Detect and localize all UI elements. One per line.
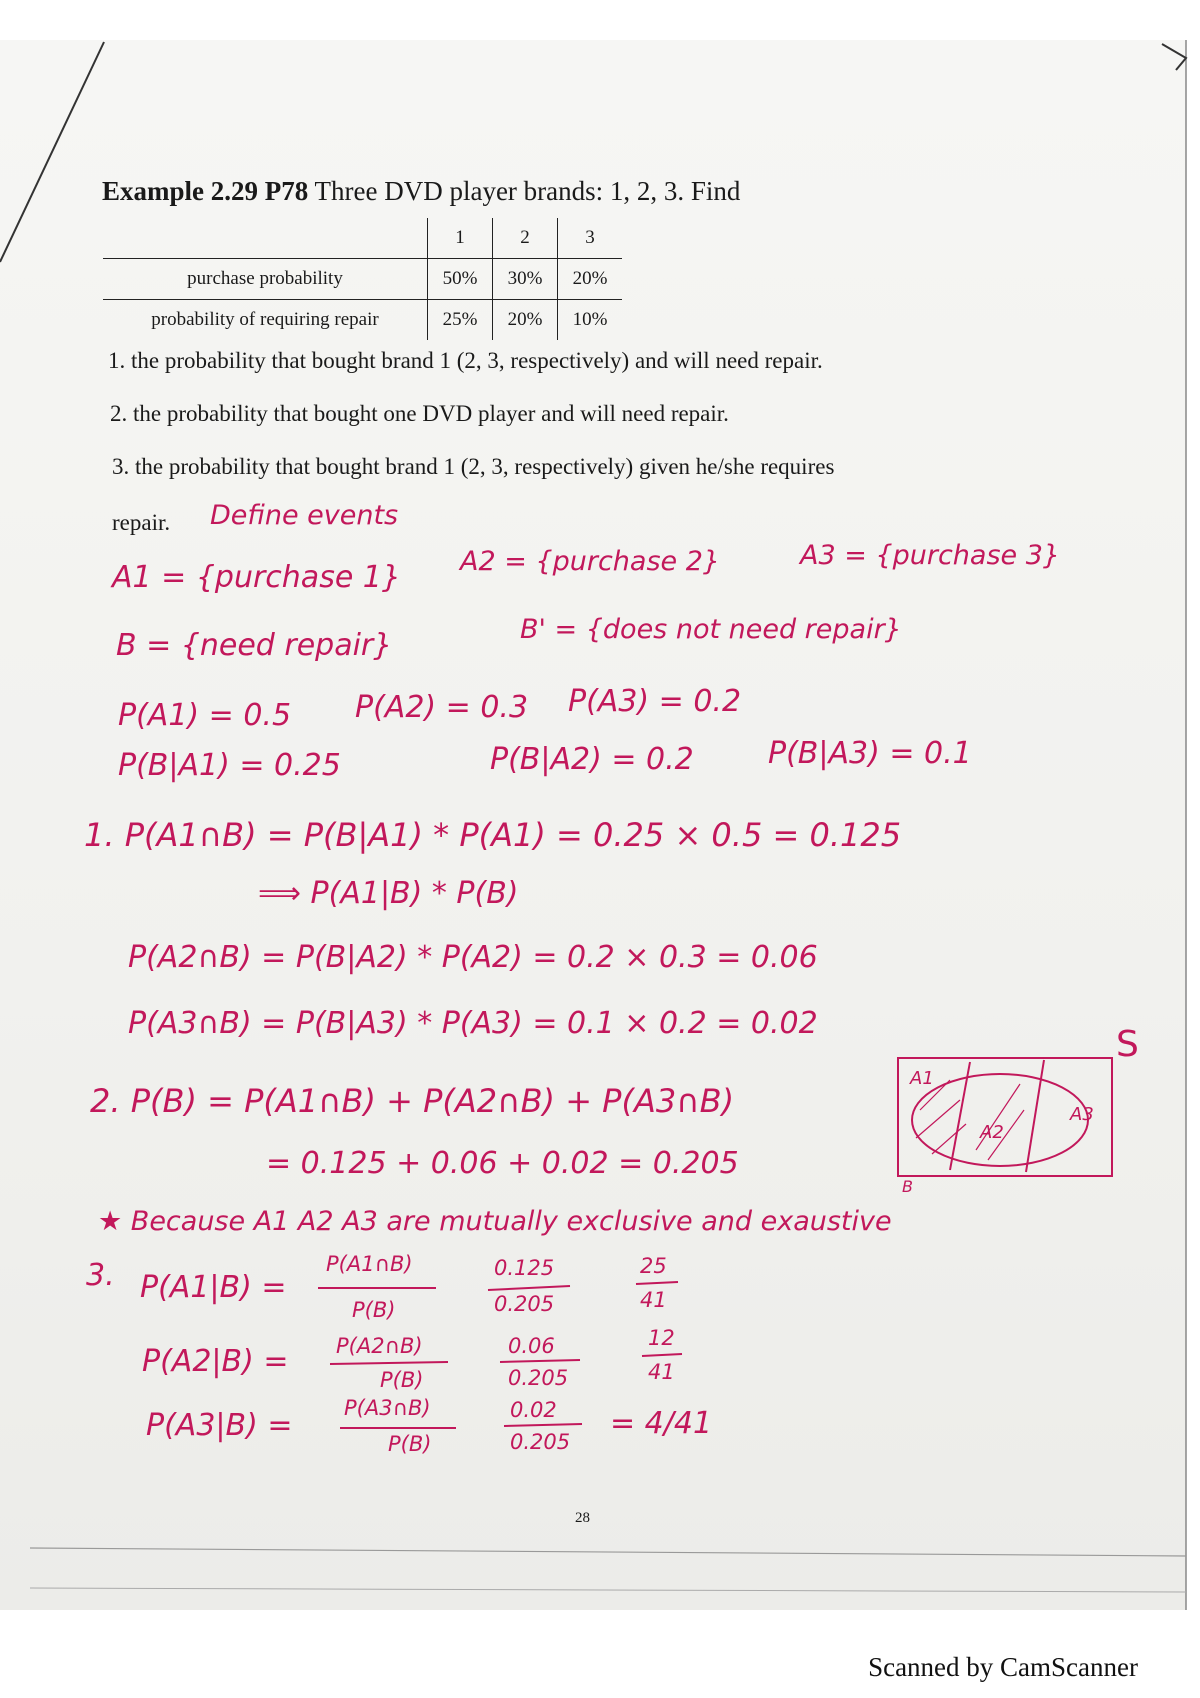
event-a3: A3 = {purchase 3} [800, 540, 1061, 571]
solution-3b-result-num: 12 [648, 1326, 675, 1350]
question-3: 3. the probability that bought brand 1 (2, 3, respectively) given he/she requires [112, 454, 835, 479]
header-brand-1: 1 [428, 218, 493, 259]
solution-3c-formula-num: P(A3∩B) [344, 1396, 431, 1420]
venn-hatching [916, 1080, 1024, 1160]
page-number: 28 [575, 1510, 590, 1526]
event-a1: A1 = {purchase 1} [112, 560, 401, 595]
bottom-edge-line [30, 1548, 1186, 1556]
example-description: Three DVD player brands: 1, 2, 3. Find [314, 176, 741, 206]
solution-3c-value-den: 0.205 [510, 1430, 571, 1454]
solution-3b-lhs: P(A2|B) = [142, 1344, 289, 1379]
question-3-cont: repair. [112, 510, 171, 535]
table-cell: 20% [558, 259, 623, 300]
solution-1-line-2: P(A2∩B) = P(B|A2) * P(A2) = 0.2 × 0.3 = 0.06 [128, 940, 818, 975]
table-header-row [103, 218, 622, 259]
question-1: 1. the probability that bought brand 1 (2, 3, respectively) and will need repair. [108, 348, 823, 373]
venn-diagram [880, 1020, 1140, 1200]
corner-mark [1162, 44, 1186, 70]
scanner-watermark: Scanned by CamScanner [868, 1652, 1138, 1682]
venn-label-a3: A3 [1070, 1104, 1094, 1125]
because-note [98, 1206, 892, 1237]
event-b: B = {need repair} [116, 628, 393, 663]
define-events-note: Define events [210, 500, 399, 531]
venn-event-b [912, 1074, 1088, 1166]
solution-2-line-1: 2. P(B) = P(A1∩B) + P(A2∩B) + P(A3∩B) [90, 1082, 735, 1120]
solution-3b-value-den: 0.205 [508, 1366, 569, 1390]
solution-3a-formula-num: P(A1∩B) [326, 1252, 413, 1276]
table-cell: 25% [428, 300, 493, 341]
question-2: 2. the probability that bought one DVD player and will need repair. [110, 401, 729, 426]
solution-3a-formula-den: P(B) [352, 1298, 396, 1322]
solution-3a-value-den: 0.205 [494, 1292, 555, 1316]
venn-label-a1: A1 [910, 1068, 934, 1089]
solution-3c-lhs: P(A3|B) = [146, 1408, 293, 1443]
prob-b-given-a2: P(B|A2) = 0.2 [490, 742, 694, 777]
venn-label-b: B [902, 1177, 913, 1196]
table-corner [103, 218, 428, 259]
solution-3a-result-den: 41 [640, 1288, 667, 1312]
solution-3b-formula-num: P(A2∩B) [336, 1334, 423, 1358]
table-cell: 30% [493, 259, 558, 300]
prob-b-given-a3: P(B|A3) = 0.1 [768, 736, 972, 771]
solution-3b-result-den: 41 [648, 1360, 675, 1384]
solution-3b-formula-den: P(B) [380, 1368, 424, 1392]
venn-label-a2: A2 [980, 1122, 1004, 1143]
table-cell: 20% [493, 300, 558, 341]
header-brand-2: 2 [493, 218, 558, 259]
solution-2-line-2: = 0.125 + 0.06 + 0.02 = 0.205 [266, 1146, 739, 1181]
solution-1-bayes-note: ⟹ P(A1|B) * P(B) [258, 876, 519, 911]
solution-3-number: 3. [86, 1258, 115, 1293]
event-b-prime: B' = {does not need repair} [520, 614, 902, 645]
solution-3b-value-num: 0.06 [508, 1334, 555, 1358]
table-row [103, 259, 622, 300]
solution-3a-result-num: 25 [640, 1254, 667, 1278]
event-a2: A2 = {purchase 2} [460, 546, 721, 577]
venn-label-s: S [1116, 1024, 1139, 1065]
because-bullet-icon: ★ [98, 1206, 131, 1237]
solution-3c-result: = 4/41 [610, 1406, 713, 1441]
left-fold-line [0, 42, 104, 262]
prob-a2: P(A2) = 0.3 [355, 690, 529, 725]
example-label: Example 2.29 P78 [102, 176, 309, 206]
because-text: Because A1 A2 A3 are mutually exclusive and exaustive [130, 1206, 892, 1237]
bottom-edge-line-2 [30, 1588, 1186, 1592]
solution-1-line-3: P(A3∩B) = P(B|A3) * P(A3) = 0.1 × 0.2 = 0.02 [128, 1006, 818, 1041]
solution-3a-value-num: 0.125 [494, 1256, 555, 1280]
solution-3a-lhs: P(A1|B) = [140, 1270, 287, 1305]
brand-table [103, 218, 622, 340]
prob-a3: P(A3) = 0.2 [568, 684, 742, 719]
row-label: probability of requiring repair [151, 309, 379, 330]
table-cell: 50% [428, 259, 493, 300]
row-label: purchase probability [103, 259, 428, 300]
example-title [102, 176, 740, 207]
table-row [103, 300, 622, 341]
solution-3c-formula-den: P(B) [388, 1432, 432, 1456]
prob-b-given-a1: P(B|A1) = 0.25 [118, 748, 341, 783]
solution-3c-value-num: 0.02 [510, 1398, 557, 1422]
table-cell: 10% [558, 300, 623, 341]
solution-1-line-1: 1. P(A1∩B) = P(B|A1) * P(A1) = 0.25 × 0.5 = 0.125 [84, 816, 902, 854]
prob-a1: P(A1) = 0.5 [118, 698, 292, 733]
header-brand-3: 3 [558, 218, 623, 259]
